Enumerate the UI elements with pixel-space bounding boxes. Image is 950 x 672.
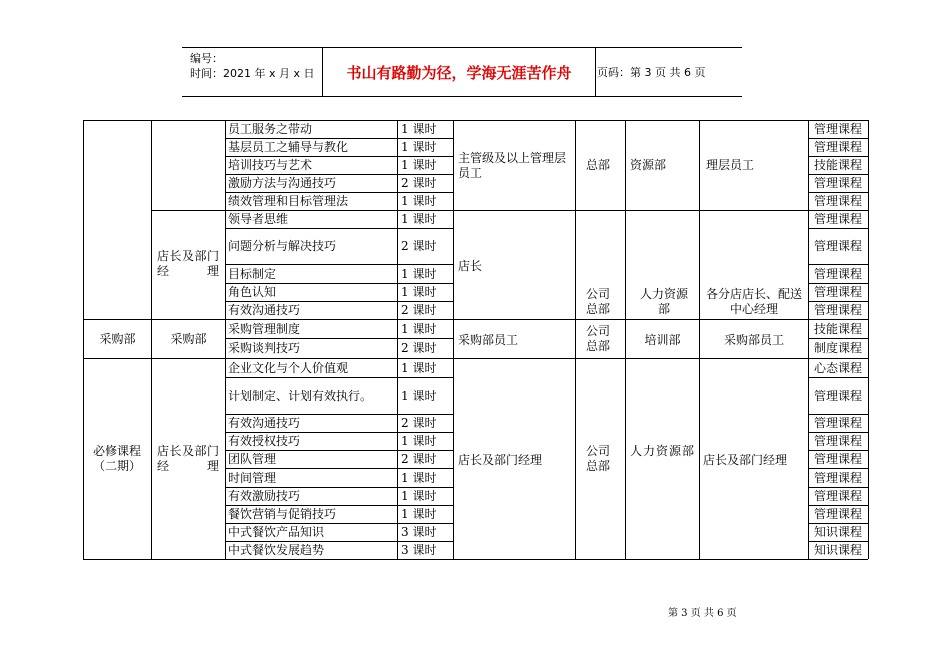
dept-cell: 人力资源部: [630, 444, 694, 458]
target-cell: 各分店店长、配送中心经理: [705, 287, 802, 316]
course-name: 有效沟通技巧: [228, 416, 301, 430]
audience-cell: 主管级及以上管理层员工: [458, 151, 567, 180]
course-type: 管理课程: [814, 388, 863, 403]
course-hours: 1 课时: [401, 158, 437, 172]
course-type: 管理课程: [814, 140, 863, 154]
org-cell: 公司总部: [586, 444, 611, 473]
category-cell: 采购部: [99, 331, 136, 346]
course-hours: 1 课时: [401, 194, 437, 208]
course-name: 中式餐饮产品知识: [228, 525, 325, 539]
course-type: 管理课程: [814, 194, 863, 208]
course-type: 管理课程: [814, 212, 863, 226]
org-cell: 公司总部: [586, 324, 611, 353]
course-name: 绩效管理和目标管理法: [228, 194, 349, 208]
course-type: 管理课程: [814, 507, 863, 521]
course-name: 团队管理: [228, 452, 277, 466]
course-type: 管理课程: [814, 239, 863, 253]
course-type: 管理课程: [814, 176, 863, 190]
course-type: 管理课程: [814, 470, 863, 485]
table-border-top: [83, 120, 868, 121]
dept-cell: 人力资源部: [640, 287, 689, 316]
position-cell: 店长及部门经理: [157, 444, 219, 473]
course-name: 时间管理: [228, 470, 277, 485]
course-hours: 3 课时: [401, 543, 437, 557]
course-hours: 3 课时: [401, 525, 437, 539]
audience-cell: 店长: [458, 259, 483, 273]
target-cell: 采购部员工: [723, 333, 784, 347]
header-motto: 书山有路勤为径，学海无涯苦作舟: [346, 64, 572, 82]
course-type: 知识课程: [814, 543, 863, 557]
course-name: 培训技巧与艺术: [228, 158, 313, 172]
course-hours: 2 课时: [401, 239, 437, 253]
course-type: 管理课程: [814, 266, 863, 281]
col-line: [868, 120, 869, 559]
course-hours: 1 课时: [401, 470, 437, 485]
course-hours: 1 课时: [401, 321, 437, 336]
course-hours: 2 课时: [401, 176, 437, 190]
course-hours: 2 课时: [401, 303, 437, 317]
course-hours: 1 课时: [401, 140, 437, 154]
course-hours: 1 课时: [401, 489, 437, 503]
dept-cell: 资源部: [630, 158, 667, 172]
doc-time-label: 时间：2021 年 x 月 x 日: [190, 67, 315, 80]
col-line: [453, 120, 454, 559]
category-cell: 必修课程（二期）: [92, 444, 141, 473]
course-type: 管理课程: [814, 434, 863, 448]
course-hours: 1 课时: [401, 212, 437, 226]
course-name: 激励方法与沟通技巧: [228, 176, 337, 190]
footer-page-number: 第 3 页 共 6 页: [668, 608, 737, 619]
target-cell: 理层员工: [706, 158, 755, 172]
course-name: 领导者思维: [228, 212, 289, 226]
course-hours: 1 课时: [401, 360, 437, 375]
course-hours: 1 课时: [401, 388, 437, 403]
course-name: 问题分析与解决技巧: [228, 239, 337, 253]
course-name: 员工服务之带动: [228, 122, 313, 136]
course-name: 有效激励技巧: [228, 489, 301, 503]
doc-code-label: 编号：: [190, 52, 223, 65]
course-name: 采购谈判技巧: [228, 341, 301, 355]
course-type: 心态课程: [814, 360, 863, 375]
audience-cell: 采购部员工: [458, 333, 519, 347]
dept-cell: 培训部: [644, 333, 681, 347]
course-name: 有效沟通技巧: [228, 303, 301, 317]
course-hours: 2 课时: [401, 452, 437, 466]
course-type: 技能课程: [814, 158, 863, 172]
position-cell: 店长及部门经理: [157, 249, 219, 278]
target-cell: 店长及部门经理: [703, 453, 788, 467]
course-type: 制度课程: [814, 341, 863, 355]
col-line: [808, 120, 809, 559]
position-cell: 采购部: [170, 331, 207, 346]
course-name: 中式餐饮发展趋势: [228, 543, 325, 557]
course-type: 管理课程: [814, 303, 863, 317]
course-type: 技能课程: [814, 321, 863, 336]
course-hours: 1 课时: [401, 507, 437, 521]
course-name: 基层员工之辅导与教化: [228, 140, 349, 154]
course-hours: 2 课时: [401, 341, 437, 355]
course-type: 管理课程: [814, 489, 863, 503]
course-type: 管理课程: [814, 416, 863, 430]
course-name: 餐饮营销与促销技巧: [228, 507, 337, 521]
course-name: 角色认知: [228, 285, 277, 299]
course-hours: 1 课时: [401, 266, 437, 281]
course-hours: 2 课时: [401, 416, 437, 430]
course-name: 计划制定、计划有效执行。: [228, 388, 373, 403]
org-cell: 公司总部: [586, 287, 611, 316]
course-type: 管理课程: [814, 122, 863, 136]
row-line: [83, 358, 868, 359]
col-line: [397, 120, 398, 559]
course-hours: 1 课时: [401, 285, 437, 299]
course-name: 目标制定: [228, 266, 277, 281]
col-line: [225, 120, 226, 559]
table-border-bottom: [83, 559, 868, 560]
course-hours: 1 课时: [401, 122, 437, 136]
course-type: 知识课程: [814, 525, 863, 539]
org-cell: 总部: [586, 158, 611, 172]
header-page-number: 页码：第 3 页 共 6 页: [597, 66, 706, 79]
course-type: 管理课程: [814, 452, 863, 466]
course-type: 管理课程: [814, 285, 863, 299]
course-name: 采购管理制度: [228, 321, 301, 336]
audience-cell: 店长及部门经理: [458, 453, 543, 467]
course-name: 企业文化与个人价值观: [228, 360, 349, 375]
course-hours: 1 课时: [401, 434, 437, 448]
col-line: [575, 120, 576, 559]
course-name: 有效授权技巧: [228, 434, 301, 448]
